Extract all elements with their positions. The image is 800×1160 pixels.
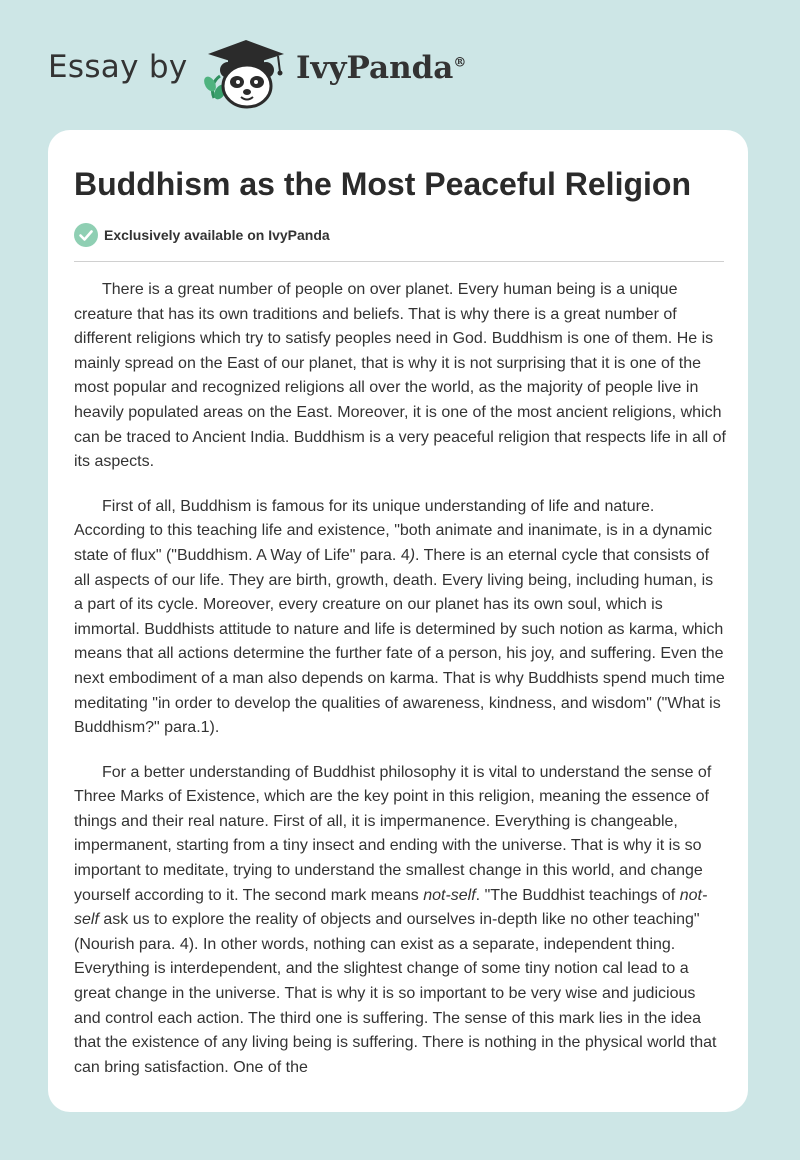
essay-card xyxy=(48,130,748,1112)
essay-body xyxy=(74,278,726,1100)
panda-graduate-icon[interactable] xyxy=(200,36,292,110)
brand-name[interactable]: IvyPanda® xyxy=(296,50,467,86)
divider xyxy=(74,261,724,262)
paragraph: First of all, Buddhism is famous for its unique understanding of life and nature. According to this teaching life and existence, "both animate and inanimate, is in a dynamic state of flux" ("Buddhism. A Way of Life" para. 4). There is an eternal cycle that consists of all aspects of our life. They are birth, growth, death. Every living being, including human, is a part of its cycle. Moreover, every creature on our planet has its own soul, which is immortal. Buddhists attitude to nature and life is determined by such notion as karma, which means that all actions determine the further fate of a person, his joy, and suffering. Even the next embodiment of a man also depends on karma. That is why Buddhists spend much time meditating "in order to develop the qualities of awareness, kindness, and wisdom" ("What is Buddhism?" para.1). xyxy=(74,497,725,737)
brand-prefix: Essay by xyxy=(48,49,188,85)
badge-label: Exclusively available on IvyPanda xyxy=(104,227,330,243)
paragraph: For a better understanding of Buddhist philosophy it is vital to understand the sense of Three Marks of Existence, which are the key point in this religion, meaning the essence of things and their real nature. First of all, it is impermanence. Everything is changeable, impermanent, starting from a tiny insect and ending with the universe. That is why it is so important to meditate, trying to understand the smallest change in this world, and change yourself according to it. The second mark means not-self. "The Buddhist teachings of not-self ask us to explore the reality of objects and ourselves in-depth like no other teaching" (Nourish para. 4). In other words, nothing can exist as a separate, independent thing. Everything is interdependent, and the slightest change of some tiny notion cal lead to a great change in the universe. That is why it is so important to be very wise and judicious and control each action. The third one is suffering. The sense of this mark lies in the idea that the existence of any living being is suffering. There is nothing in the physical world that can bring satisfaction. One of the xyxy=(74,763,717,1076)
registered-mark: ® xyxy=(453,55,467,71)
site-header xyxy=(0,0,800,130)
check-circle-icon xyxy=(74,223,98,247)
page-title: Buddhism as the Most Peaceful Religion xyxy=(74,166,691,202)
paragraph: There is a great number of people on over planet. Every human being is a unique creature that has its own traditions and beliefs. That is why there is a great number of different religions which try to satisfy peoples need in God. Buddhism is one of them. He is mainly spread on the East of our planet, that is why it is not surprising that it is one of the most popular and recognized religions all over the world, as the majority of people live in heavily populated areas on the East. Moreover, it is one of the most ancient religions, which can be traced to Ancient India. Buddhism is a very peaceful religion that respects life in all of its aspects. xyxy=(74,281,726,471)
exclusive-badge xyxy=(74,223,330,247)
